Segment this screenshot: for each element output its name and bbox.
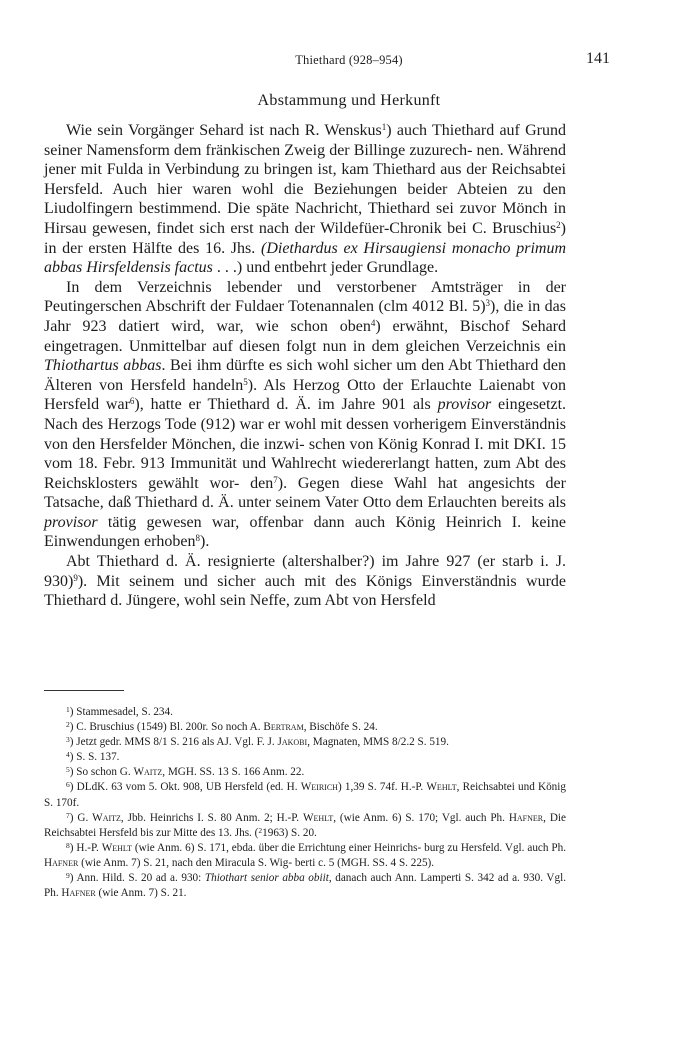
text-run: ) Ann. Hild. S. 20 ad a. 930:: [69, 872, 205, 885]
author-name: Hafner: [44, 856, 79, 869]
text-run: ) So schon G.: [69, 766, 134, 779]
text-run: . . .) und entbehrt jeder Grundlage.: [212, 259, 439, 277]
text-run: (wie Anm. 6) S. 171, ebda. über die Errichtung einer Heinrichs- burg zu Hersfeld. Vgl. auch Ph.: [131, 841, 566, 854]
text-run: ) S. S. 137.: [69, 751, 120, 764]
text-run: ) 1,39 S. 74f. H.-P.: [337, 781, 427, 794]
footnote-ref: 7: [273, 474, 278, 485]
running-head: [88, 50, 610, 72]
paragraph: [44, 121, 566, 278]
text-run: , (wie Anm. 6) S. 170; Vgl. auch Ph.: [333, 811, 509, 824]
footnote: [44, 780, 566, 810]
author-name: Jakobi: [277, 736, 308, 749]
footnote-ref: 4: [370, 317, 376, 328]
footnote-divider: [44, 690, 124, 691]
footnote-ref: 1: [381, 122, 387, 132]
paragraph: [44, 552, 566, 611]
footnote-ref: 6: [66, 780, 70, 790]
text-run: ) Stammesadel, S. 234.: [69, 706, 173, 718]
text-run: ) DLdK. 63 vom 5. Okt. 908, UB Hersfeld (ed. H.: [69, 781, 301, 794]
footnote-ref: 7: [66, 810, 70, 820]
author-name: Weirich: [300, 781, 338, 794]
footnote-ref: 4: [66, 750, 70, 760]
author-name: Waitz: [92, 811, 121, 824]
author-name: Bertram: [263, 721, 304, 734]
page-number: 141: [586, 50, 610, 67]
footnote-ref: 2: [258, 825, 263, 835]
footnote-ref: 2: [556, 219, 561, 230]
footnote: [44, 811, 566, 841]
footnote: [44, 705, 566, 720]
text-run: ) H.-P.: [69, 841, 102, 854]
text-run: (wie Anm. 7) S. 21, nach den Miracula S. Wig- berti c. 5 (MGH. SS. 4 S. 225).: [78, 856, 435, 869]
text-run: Abt Thiethard d. Ä. resignierte (altershalber?) im Jahre 927 (er starb i. J. 930): [44, 553, 566, 590]
text-run: , Magnaten, MMS 8/2.2 S. 519.: [307, 736, 449, 749]
footnote-ref: 3: [485, 298, 491, 309]
italic-text: Thiothart senior abba obiit: [204, 872, 329, 885]
footnote-ref: 5: [243, 376, 248, 387]
text-run: ).: [200, 533, 210, 551]
footnote-ref: 2: [66, 720, 70, 730]
text-run: In dem Verzeichnis lebender und verstorbener Amtsträger in der Peutingerschen Abschrift der Fuldaer Totenannalen (clm 4012 Bl. 5): [44, 278, 566, 316]
text-run: , Reichsabtei und König S. 170f.: [44, 781, 566, 809]
text-run: ). Als Herzog Otto der Erlauchte Laienabt von Hersfeld war: [44, 376, 566, 414]
author-name: Waitz: [133, 766, 163, 779]
text-run: , Bischöfe S. 24.: [303, 721, 378, 734]
text-run: , danach auch Ann. Lamperti S. 342 ad a. 930. Vgl. Ph.: [44, 872, 566, 900]
italic-text: provisor: [44, 513, 98, 531]
text-run: ) G.: [69, 811, 93, 824]
author-name: Wehlt: [302, 811, 334, 824]
section-heading: Abstammung und Herkunft: [257, 92, 441, 109]
footnote-ref: 8: [195, 533, 201, 544]
text-run: tätig gewesen war, offenbar dann auch König Heinrich I. keine Einwendungen erhoben: [44, 513, 566, 551]
footnotes: [44, 705, 566, 901]
italic-text: Thiothartus abbas: [44, 357, 162, 375]
text-run: Wie sein Vorgänger Sehard ist nach R. Wenskus: [66, 122, 382, 139]
footnote: [44, 735, 566, 750]
footnote-ref: 9: [66, 871, 70, 881]
text-run: ), die in das Jahr 923 datiert wird, war, wie schon oben: [44, 298, 566, 335]
italic-text: provisor: [437, 396, 492, 414]
footnote: [44, 750, 566, 765]
footnote-ref: 3: [66, 735, 70, 745]
text-run: ), hatte er Thiethard d. Ä. im Jahre 901 als: [134, 396, 438, 414]
footnote-ref: 5: [66, 765, 70, 775]
text-run: ). Gegen diese Wahl hat angesichts der Tatsache, daß Thiethard d. Ä. unter seinem Vater Otto dem Erlauchten bereits als: [44, 474, 566, 512]
text-run: ) auch Thiethard auf Grund seiner Namensform dem fränkischen Zweig der Billinge zuzurech- nen. Während jener mit Fulda in Verbindung zu bringen ist, kam Thiethard aus der Reichsabtei Hersfeld. Auch hier waren wohl die Beziehungen beider Abteien zu den Liudolfingern bestimmend. Die späte Nachricht, Thiethard sei zuvor Mönch in Hirsau gewesen, findet sich erst nach der Wildefüer-Chronik bei C. Bruschius: [44, 122, 567, 237]
author-name: Wehlt: [101, 841, 132, 854]
text-run: ) Jetzt gedr. MMS 8/1 S. 216 als AJ. Vgl. F. J.: [69, 736, 278, 749]
text-run: eingesetzt. Nach des Herzogs Tode (912) war er wohl mit dessen vorherigem Einverständnis von den Hersfelder Mönchen, die inzwi- schen von König Konrad I. mit DKI. 15 vom 18. Febr. 913 Immunität und Wahlrecht wiedererlangt hatten, zum Abt des Reichsklosters gewählt wor- den: [44, 396, 567, 492]
footnote: [44, 765, 566, 780]
text-run: ) in der ersten Hälfte des 16. Jhs.: [44, 219, 566, 257]
footnote-ref: 8: [66, 840, 70, 850]
footnote-ref: 9: [73, 572, 78, 583]
italic-text: (Diethardus ex Hirsaugiensi monacho primum abbas Hirsfeldensis factus: [44, 239, 566, 277]
footnote-ref: 6: [129, 396, 135, 407]
footnote-ref: 1: [66, 705, 70, 714]
text-run: ). Mit seinem und sicher auch mit des Königs Einverständnis wurde Thiethard d. Jüngere, wohl sein Neffe, zum Abt von Hersfeld: [44, 572, 566, 610]
footnote: [44, 720, 566, 735]
text-run: , Jbb. Heinrichs I. S. 80 Anm. 2; H.-P.: [120, 811, 303, 824]
paragraph: [44, 278, 566, 552]
author-name: Hafner: [61, 887, 96, 900]
body-text: [44, 121, 566, 611]
text-run: , Die Reichsabtei Hersfeld bis zur Mitte des 13. Jhs. (: [44, 811, 566, 839]
footnote: [44, 841, 566, 871]
author-name: Wehlt: [426, 781, 457, 794]
running-head-title: Thiethard (928–954): [295, 53, 403, 67]
text-run: ) C. Bruschius (1549) Bl. 200r. So noch A.: [69, 721, 264, 734]
text-run: (wie Anm. 7) S. 21.: [95, 887, 187, 900]
text-run: . Bei ihm dürfte es sich wohl sicher um den Abt Thiethard den Älteren von Hersfeld handeln: [44, 357, 566, 394]
text-run: , MGH. SS. 13 S. 166 Anm. 22.: [162, 766, 305, 779]
text-run: 1963) S. 20.: [262, 826, 317, 839]
footnote: [44, 871, 566, 901]
text-run: ) erwähnt, Bischof Sehard eingetragen. Unmittelbar auf diesen folgt nun in dem gleichen Verzeichnis ein: [44, 317, 567, 355]
author-name: Hafner: [508, 811, 544, 824]
